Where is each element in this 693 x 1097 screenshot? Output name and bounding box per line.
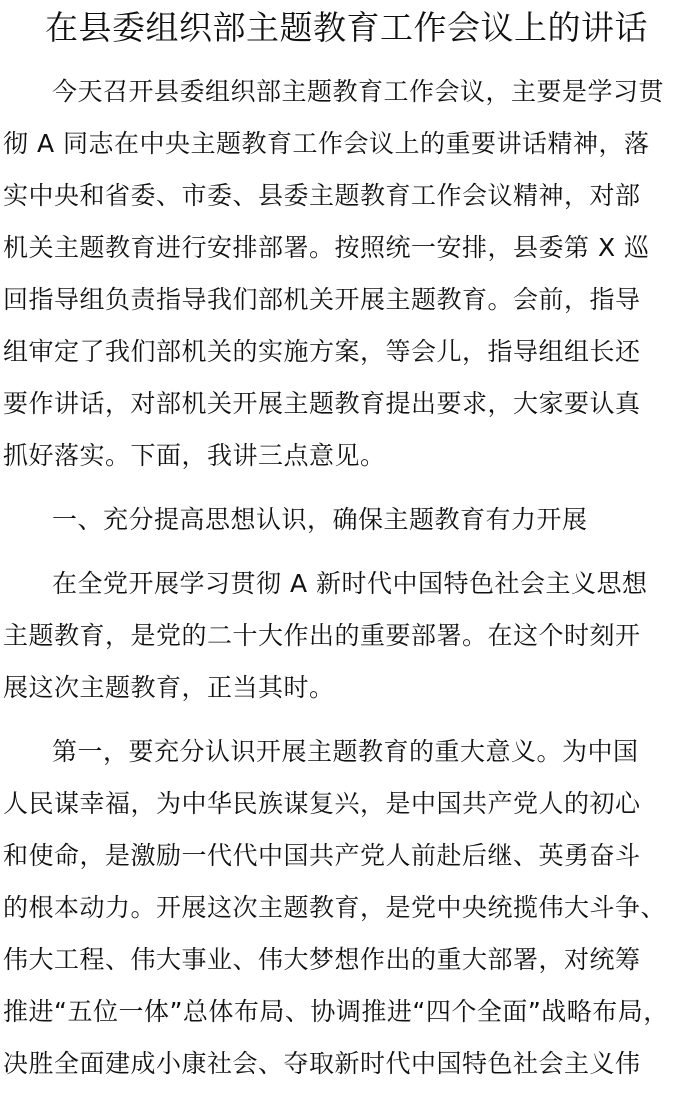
paragraph-3-line-3: 和使命，是激励一代代中国共产党人前赴后继、英勇奋斗	[3, 841, 641, 870]
paragraph-2-line-2: 主题教育，是党的二十大作出的重要部署。在这个时刻开	[3, 621, 641, 650]
paragraph-3-line-6: 推进“五位一体”总体布局、协调推进“四个全面”战略布局，	[3, 997, 669, 1026]
paragraph-3-line-5: 伟大工程、伟大事业、伟大梦想作出的重大部署，对统筹	[3, 945, 641, 974]
paragraph-1-line-8: 抓好落实。下面，我讲三点意见。	[3, 441, 386, 470]
paragraph-2-line-1: 在全党开展学习贯彻 A 新时代中国特色社会主义思想	[52, 569, 648, 598]
paragraph-3-line-2: 人民谋幸福，为中华民族谋复兴，是中国共产党人的初心	[3, 789, 641, 818]
paragraph-1-line-2: 彻 A 同志在中央主题教育工作会议上的重要讲话精神，落	[3, 129, 650, 158]
paragraph-1-line-4: 机关主题教育进行安排部署。按照统一安排，县委第 X 巡	[3, 233, 650, 262]
document-title: 在县委组织部主题教育工作会议上的讲话	[45, 8, 648, 47]
paragraph-1-line-7: 要作讲话，对部机关开展主题教育提出要求，大家要认真	[3, 389, 641, 418]
paragraph-3-line-4: 的根本动力。开展这次主题教育，是党中央统揽伟大斗争、	[3, 893, 667, 922]
paragraph-1-line-3: 实中央和省委、市委、县委主题教育工作会议精神，对部	[3, 181, 641, 210]
section-heading-1: 一、充分提高思想认识，确保主题教育有力开展	[52, 505, 588, 534]
paragraph-1-line-1: 今天召开县委组织部主题教育工作会议，主要是学习贯	[52, 77, 665, 106]
paragraph-1-line-5: 回指导组负责指导我们部机关开展主题教育。会前，指导	[3, 285, 641, 314]
paragraph-1-line-6: 组审定了我们部机关的实施方案，等会儿，指导组组长还	[3, 337, 641, 366]
paragraph-2-line-3: 展这次主题教育，正当其时。	[3, 673, 335, 702]
paragraph-3-line-1: 第一，要充分认识开展主题教育的重大意义。为中国	[52, 737, 639, 766]
paragraph-3-line-7: 决胜全面建成小康社会、夺取新时代中国特色社会主义伟	[3, 1049, 641, 1078]
